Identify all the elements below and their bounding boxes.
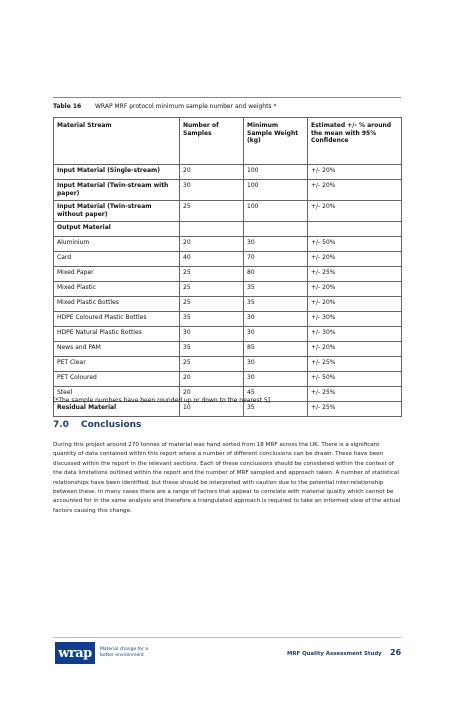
cell-material: News and PAM: [54, 342, 180, 357]
table-row: [54, 372, 402, 387]
table-row: [54, 180, 402, 201]
cell-material: PET Coloured: [54, 372, 180, 387]
section-body-paragraph: During this project around 270 tonnes of material was hand sorted from 18 MRF across the UK. There is a significant quantity of data contained within this report where a number of different conclusions can be drawn. These have been discussed within the report in the relevant sections. Each of these conclusions should be considered within the context of the data limitations outlined within the report and the number of MRF sampled and approach taken. A number of statistical relationships have been identified, but these should be interpreted with caution due to the potential inter-relationship between these. In many cases there are a range of factors that appear to correlate with material quality which cannot be accounted for in the same analysis and therefore a triangulated approach is required to take an informed view of the actual factors causing this change.: [53, 442, 401, 514]
section-title: Conclusions: [81, 420, 142, 430]
table-row: [54, 201, 402, 222]
cell-estimate: +/- 50%: [308, 372, 402, 387]
cell-material: Mixed Plastic Bottles: [54, 297, 180, 312]
cell-estimate: +/- 30%: [308, 327, 402, 342]
cell-material: Input Material (Single-stream): [54, 165, 180, 180]
header-minimum-sample-weight: Minimum Sample Weight (kg): [244, 118, 308, 165]
cell-weight: 30: [244, 237, 308, 252]
cell-samples: 20: [180, 165, 244, 180]
table-row: [54, 342, 402, 357]
table-row: [54, 357, 402, 372]
cell-weight: 30: [244, 327, 308, 342]
cell-samples: 25: [180, 357, 244, 372]
cell-weight: 80: [244, 267, 308, 282]
cell-material: Residual Material: [54, 402, 180, 417]
cell-weight: [244, 222, 308, 237]
cell-estimate: +/- 20%: [308, 252, 402, 267]
cell-material: Mixed Plastic: [54, 282, 180, 297]
header-estimated-confidence: Estimated +/- % around the mean with 95% Confidence: [308, 118, 402, 165]
cell-weight: 100: [244, 180, 308, 201]
table-row: [54, 165, 402, 180]
cell-estimate: +/- 25%: [308, 357, 402, 372]
cell-material: HDPE Natural Plastic Bottles: [54, 327, 180, 342]
cell-weight: 85: [244, 342, 308, 357]
cell-estimate: +/- 50%: [308, 237, 402, 252]
cell-estimate: +/- 20%: [308, 342, 402, 357]
cell-estimate: +/- 20%: [308, 180, 402, 201]
cell-estimate: +/- 25%: [308, 267, 402, 282]
cell-estimate: +/- 25%: [308, 387, 402, 402]
cell-samples: 30: [180, 327, 244, 342]
footer-rule: [53, 637, 401, 638]
cell-estimate: [308, 222, 402, 237]
cell-estimate: +/- 20%: [308, 201, 402, 222]
cell-weight: 70: [244, 252, 308, 267]
cell-samples: 30: [180, 180, 244, 201]
cell-estimate: +/- 25%: [308, 402, 402, 417]
section-heading: [53, 420, 141, 430]
wrap-logo: wrap: [55, 642, 95, 664]
logo-tagline: Material change for a better environment: [100, 647, 149, 658]
table-row: [54, 282, 402, 297]
table-row: [54, 327, 402, 342]
header-number-of-samples: Number of Samples: [180, 118, 244, 165]
cell-material: Aluminium: [54, 237, 180, 252]
page-number: 26: [390, 648, 402, 657]
cell-estimate: +/- 20%: [308, 282, 402, 297]
cell-weight: 30: [244, 312, 308, 327]
cell-weight: 100: [244, 201, 308, 222]
table-row: [54, 267, 402, 282]
table-row: [54, 312, 402, 327]
footer-document-title: MRF Quality Assessment Study: [287, 651, 382, 657]
cell-samples: [180, 222, 244, 237]
cell-material: Mixed Paper: [54, 267, 180, 282]
section-number: 7.0: [53, 420, 69, 430]
cell-samples: 20: [180, 372, 244, 387]
cell-samples: 20: [180, 387, 244, 402]
cell-material: HDPE Coloured Plastic Bottles: [54, 312, 180, 327]
cell-samples: 25: [180, 201, 244, 222]
cell-weight: 100: [244, 165, 308, 180]
cell-material: Card: [54, 252, 180, 267]
cell-weight: 30: [244, 357, 308, 372]
cell-samples: 40: [180, 252, 244, 267]
table-row: [54, 252, 402, 267]
cell-weight: 30: [244, 372, 308, 387]
cell-samples: 25: [180, 282, 244, 297]
cell-samples: 20: [180, 237, 244, 252]
cell-material: Input Material (Twin-stream without paper): [54, 201, 180, 222]
cell-samples: 35: [180, 312, 244, 327]
header-material-stream: Material Stream: [54, 118, 180, 165]
table-row: [54, 297, 402, 312]
table-caption: [53, 103, 276, 111]
cell-samples: 10: [180, 402, 244, 417]
cell-weight: 35: [244, 282, 308, 297]
cell-weight: 35: [244, 402, 308, 417]
cell-estimate: +/- 20%: [308, 165, 402, 180]
table-row: [54, 237, 402, 252]
cell-weight: 35: [244, 297, 308, 312]
cell-weight: 45: [244, 387, 308, 402]
top-rule: [53, 97, 401, 98]
cell-estimate: +/- 20%: [308, 297, 402, 312]
table-header-row: [54, 118, 402, 165]
cell-material: Output Material: [54, 222, 180, 237]
table-row: [54, 222, 402, 237]
sample-table: [53, 117, 402, 417]
cell-samples: 25: [180, 267, 244, 282]
cell-material: Input Material (Twin-stream with paper): [54, 180, 180, 201]
table-caption-number: Table 16: [53, 103, 82, 110]
cell-samples: 35: [180, 342, 244, 357]
table-footnote: [*The sample numbers have been rounded up or down to the nearest 5]: [53, 397, 271, 404]
cell-samples: 25: [180, 297, 244, 312]
table-caption-text: WRAP MRF protocol minimum sample number and weights *: [95, 103, 277, 110]
cell-estimate: +/- 30%: [308, 312, 402, 327]
cell-material: PET Clear: [54, 357, 180, 372]
cell-material: Steel: [54, 387, 180, 402]
